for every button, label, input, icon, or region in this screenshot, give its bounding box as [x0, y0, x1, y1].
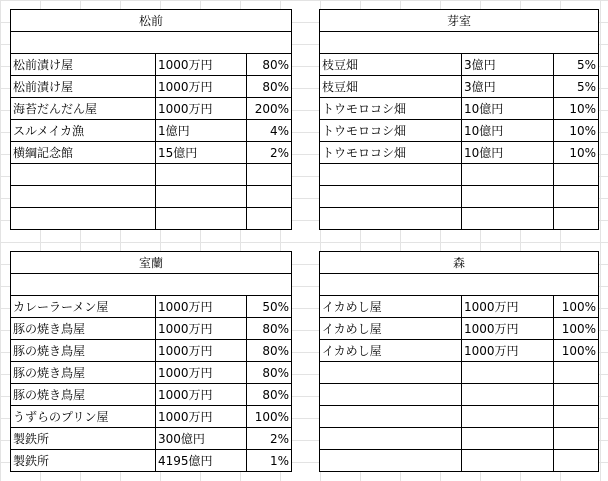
empty-cell[interactable]: [320, 186, 462, 208]
table-row: [320, 296, 599, 318]
table-row: [11, 384, 292, 406]
table-row: [11, 98, 292, 120]
percent-cell[interactable]: 50%: [247, 296, 292, 318]
empty-cell[interactable]: [462, 208, 554, 230]
percent-cell[interactable]: 80%: [247, 362, 292, 384]
amount-cell[interactable]: 1億円: [156, 120, 247, 142]
name-cell[interactable]: 豚の焼き鳥屋: [11, 362, 156, 384]
table-row: [11, 362, 292, 384]
amount-cell[interactable]: 10億円: [462, 98, 554, 120]
percent-cell[interactable]: 100%: [554, 340, 599, 362]
percent-cell[interactable]: 5%: [554, 54, 599, 76]
empty-cell[interactable]: [554, 362, 599, 384]
block-matsumae: [10, 9, 292, 230]
empty-cell[interactable]: [11, 164, 156, 186]
empty-cell[interactable]: [462, 186, 554, 208]
empty-cell[interactable]: [320, 384, 462, 406]
table-row: [11, 318, 292, 340]
empty-cell[interactable]: [462, 406, 554, 428]
table-row: [320, 340, 599, 362]
block-muroran: [10, 251, 292, 472]
empty-cell[interactable]: [156, 186, 247, 208]
empty-cell[interactable]: [462, 384, 554, 406]
empty-row: [320, 186, 599, 208]
amount-cell[interactable]: 1000万円: [462, 296, 554, 318]
amount-cell[interactable]: 1000万円: [156, 384, 247, 406]
empty-cell[interactable]: [320, 428, 462, 450]
name-cell[interactable]: 製鉄所: [11, 450, 156, 472]
percent-cell[interactable]: 80%: [247, 384, 292, 406]
table-row: [11, 142, 292, 164]
percent-cell[interactable]: 10%: [554, 142, 599, 164]
percent-cell[interactable]: 2%: [247, 428, 292, 450]
name-cell[interactable]: 豚の焼き鳥屋: [11, 384, 156, 406]
empty-cell[interactable]: [554, 208, 599, 230]
name-cell[interactable]: トウモロコシ畑: [320, 98, 462, 120]
amount-cell[interactable]: 4195億円: [156, 450, 247, 472]
empty-cell[interactable]: [156, 164, 247, 186]
empty-cell[interactable]: [554, 384, 599, 406]
table-row: [11, 450, 292, 472]
name-cell[interactable]: 製鉄所: [11, 428, 156, 450]
empty-cell[interactable]: [11, 208, 156, 230]
amount-cell[interactable]: 1000万円: [156, 76, 247, 98]
table-row: [11, 428, 292, 450]
amount-cell[interactable]: 1000万円: [156, 340, 247, 362]
empty-cell[interactable]: [320, 362, 462, 384]
empty-row: [11, 208, 292, 230]
percent-cell[interactable]: 100%: [247, 406, 292, 428]
empty-cell[interactable]: [247, 186, 292, 208]
table-row: [11, 296, 292, 318]
name-cell[interactable]: トウモロコシ畑: [320, 120, 462, 142]
percent-cell[interactable]: 10%: [554, 98, 599, 120]
name-cell[interactable]: 海苔だんだん屋: [11, 98, 156, 120]
amount-cell[interactable]: 1000万円: [156, 406, 247, 428]
amount-cell[interactable]: 1000万円: [156, 296, 247, 318]
blank-row[interactable]: [11, 32, 292, 54]
name-cell[interactable]: イカめし屋: [320, 296, 462, 318]
empty-cell[interactable]: [247, 164, 292, 186]
empty-cell[interactable]: [462, 450, 554, 472]
empty-cell[interactable]: [554, 406, 599, 428]
name-cell[interactable]: 枝豆畑: [320, 76, 462, 98]
amount-cell[interactable]: 1000万円: [156, 98, 247, 120]
percent-cell[interactable]: 5%: [554, 76, 599, 98]
table-row: [11, 340, 292, 362]
name-cell[interactable]: うずらのプリン屋: [11, 406, 156, 428]
percent-cell[interactable]: 80%: [247, 54, 292, 76]
block-mori: [319, 251, 599, 472]
blank-row[interactable]: [320, 32, 599, 54]
empty-row: [320, 384, 599, 406]
empty-cell[interactable]: [554, 428, 599, 450]
amount-cell[interactable]: 1000万円: [462, 340, 554, 362]
table-row: [11, 120, 292, 142]
empty-cell[interactable]: [554, 450, 599, 472]
table-row: [320, 76, 599, 98]
empty-row: [320, 406, 599, 428]
amount-cell[interactable]: 1000万円: [156, 54, 247, 76]
percent-cell[interactable]: 100%: [554, 318, 599, 340]
percent-cell[interactable]: 80%: [247, 340, 292, 362]
amount-cell[interactable]: 3億円: [462, 54, 554, 76]
empty-cell[interactable]: [462, 362, 554, 384]
amount-cell[interactable]: 15億円: [156, 142, 247, 164]
name-cell[interactable]: 横綱記念館: [11, 142, 156, 164]
percent-cell[interactable]: 80%: [247, 318, 292, 340]
table-row: [11, 76, 292, 98]
empty-row: [320, 208, 599, 230]
name-cell[interactable]: 枝豆畑: [320, 54, 462, 76]
amount-cell[interactable]: 3億円: [462, 76, 554, 98]
empty-cell[interactable]: [462, 164, 554, 186]
empty-cell[interactable]: [247, 208, 292, 230]
name-cell[interactable]: 豚の焼き鳥屋: [11, 318, 156, 340]
empty-cell[interactable]: [320, 164, 462, 186]
amount-cell[interactable]: 300億円: [156, 428, 247, 450]
empty-cell[interactable]: [11, 186, 156, 208]
table-row: [320, 142, 599, 164]
percent-cell[interactable]: 80%: [247, 76, 292, 98]
block-title[interactable]: 芽室: [320, 10, 599, 32]
name-cell[interactable]: 豚の焼き鳥屋: [11, 340, 156, 362]
name-cell[interactable]: イカめし屋: [320, 340, 462, 362]
empty-cell[interactable]: [320, 208, 462, 230]
name-cell[interactable]: カレーラーメン屋: [11, 296, 156, 318]
table-row: [320, 98, 599, 120]
empty-row: [320, 362, 599, 384]
blank-row[interactable]: [320, 274, 599, 296]
empty-cell[interactable]: [554, 186, 599, 208]
table-row: [11, 406, 292, 428]
table-row: [320, 120, 599, 142]
empty-row: [320, 164, 599, 186]
table-row: [320, 54, 599, 76]
blank-row[interactable]: [11, 274, 292, 296]
amount-cell[interactable]: 10億円: [462, 120, 554, 142]
empty-cell[interactable]: [156, 208, 247, 230]
name-cell[interactable]: スルメイカ漁: [11, 120, 156, 142]
empty-cell[interactable]: [554, 164, 599, 186]
table-row: [11, 54, 292, 76]
amount-cell[interactable]: 1000万円: [156, 362, 247, 384]
amount-cell[interactable]: 10億円: [462, 142, 554, 164]
empty-cell[interactable]: [462, 428, 554, 450]
percent-cell[interactable]: 2%: [247, 142, 292, 164]
table-row: [320, 318, 599, 340]
block-title[interactable]: 室蘭: [11, 252, 292, 274]
name-cell[interactable]: イカめし屋: [320, 318, 462, 340]
percent-cell[interactable]: 200%: [247, 98, 292, 120]
empty-row: [320, 428, 599, 450]
name-cell[interactable]: トウモロコシ畑: [320, 142, 462, 164]
empty-row: [11, 164, 292, 186]
empty-cell[interactable]: [320, 450, 462, 472]
empty-row: [11, 186, 292, 208]
empty-cell[interactable]: [320, 406, 462, 428]
block-title[interactable]: 森: [320, 252, 599, 274]
percent-cell[interactable]: 1%: [247, 450, 292, 472]
block-title[interactable]: 松前: [11, 10, 292, 32]
name-cell[interactable]: 松前漬け屋: [11, 76, 156, 98]
percent-cell[interactable]: 100%: [554, 296, 599, 318]
empty-row: [320, 450, 599, 472]
percent-cell[interactable]: 4%: [247, 120, 292, 142]
amount-cell[interactable]: 1000万円: [462, 318, 554, 340]
block-memuro: [319, 9, 599, 230]
amount-cell[interactable]: 1000万円: [156, 318, 247, 340]
percent-cell[interactable]: 10%: [554, 120, 599, 142]
name-cell[interactable]: 松前漬け屋: [11, 54, 156, 76]
